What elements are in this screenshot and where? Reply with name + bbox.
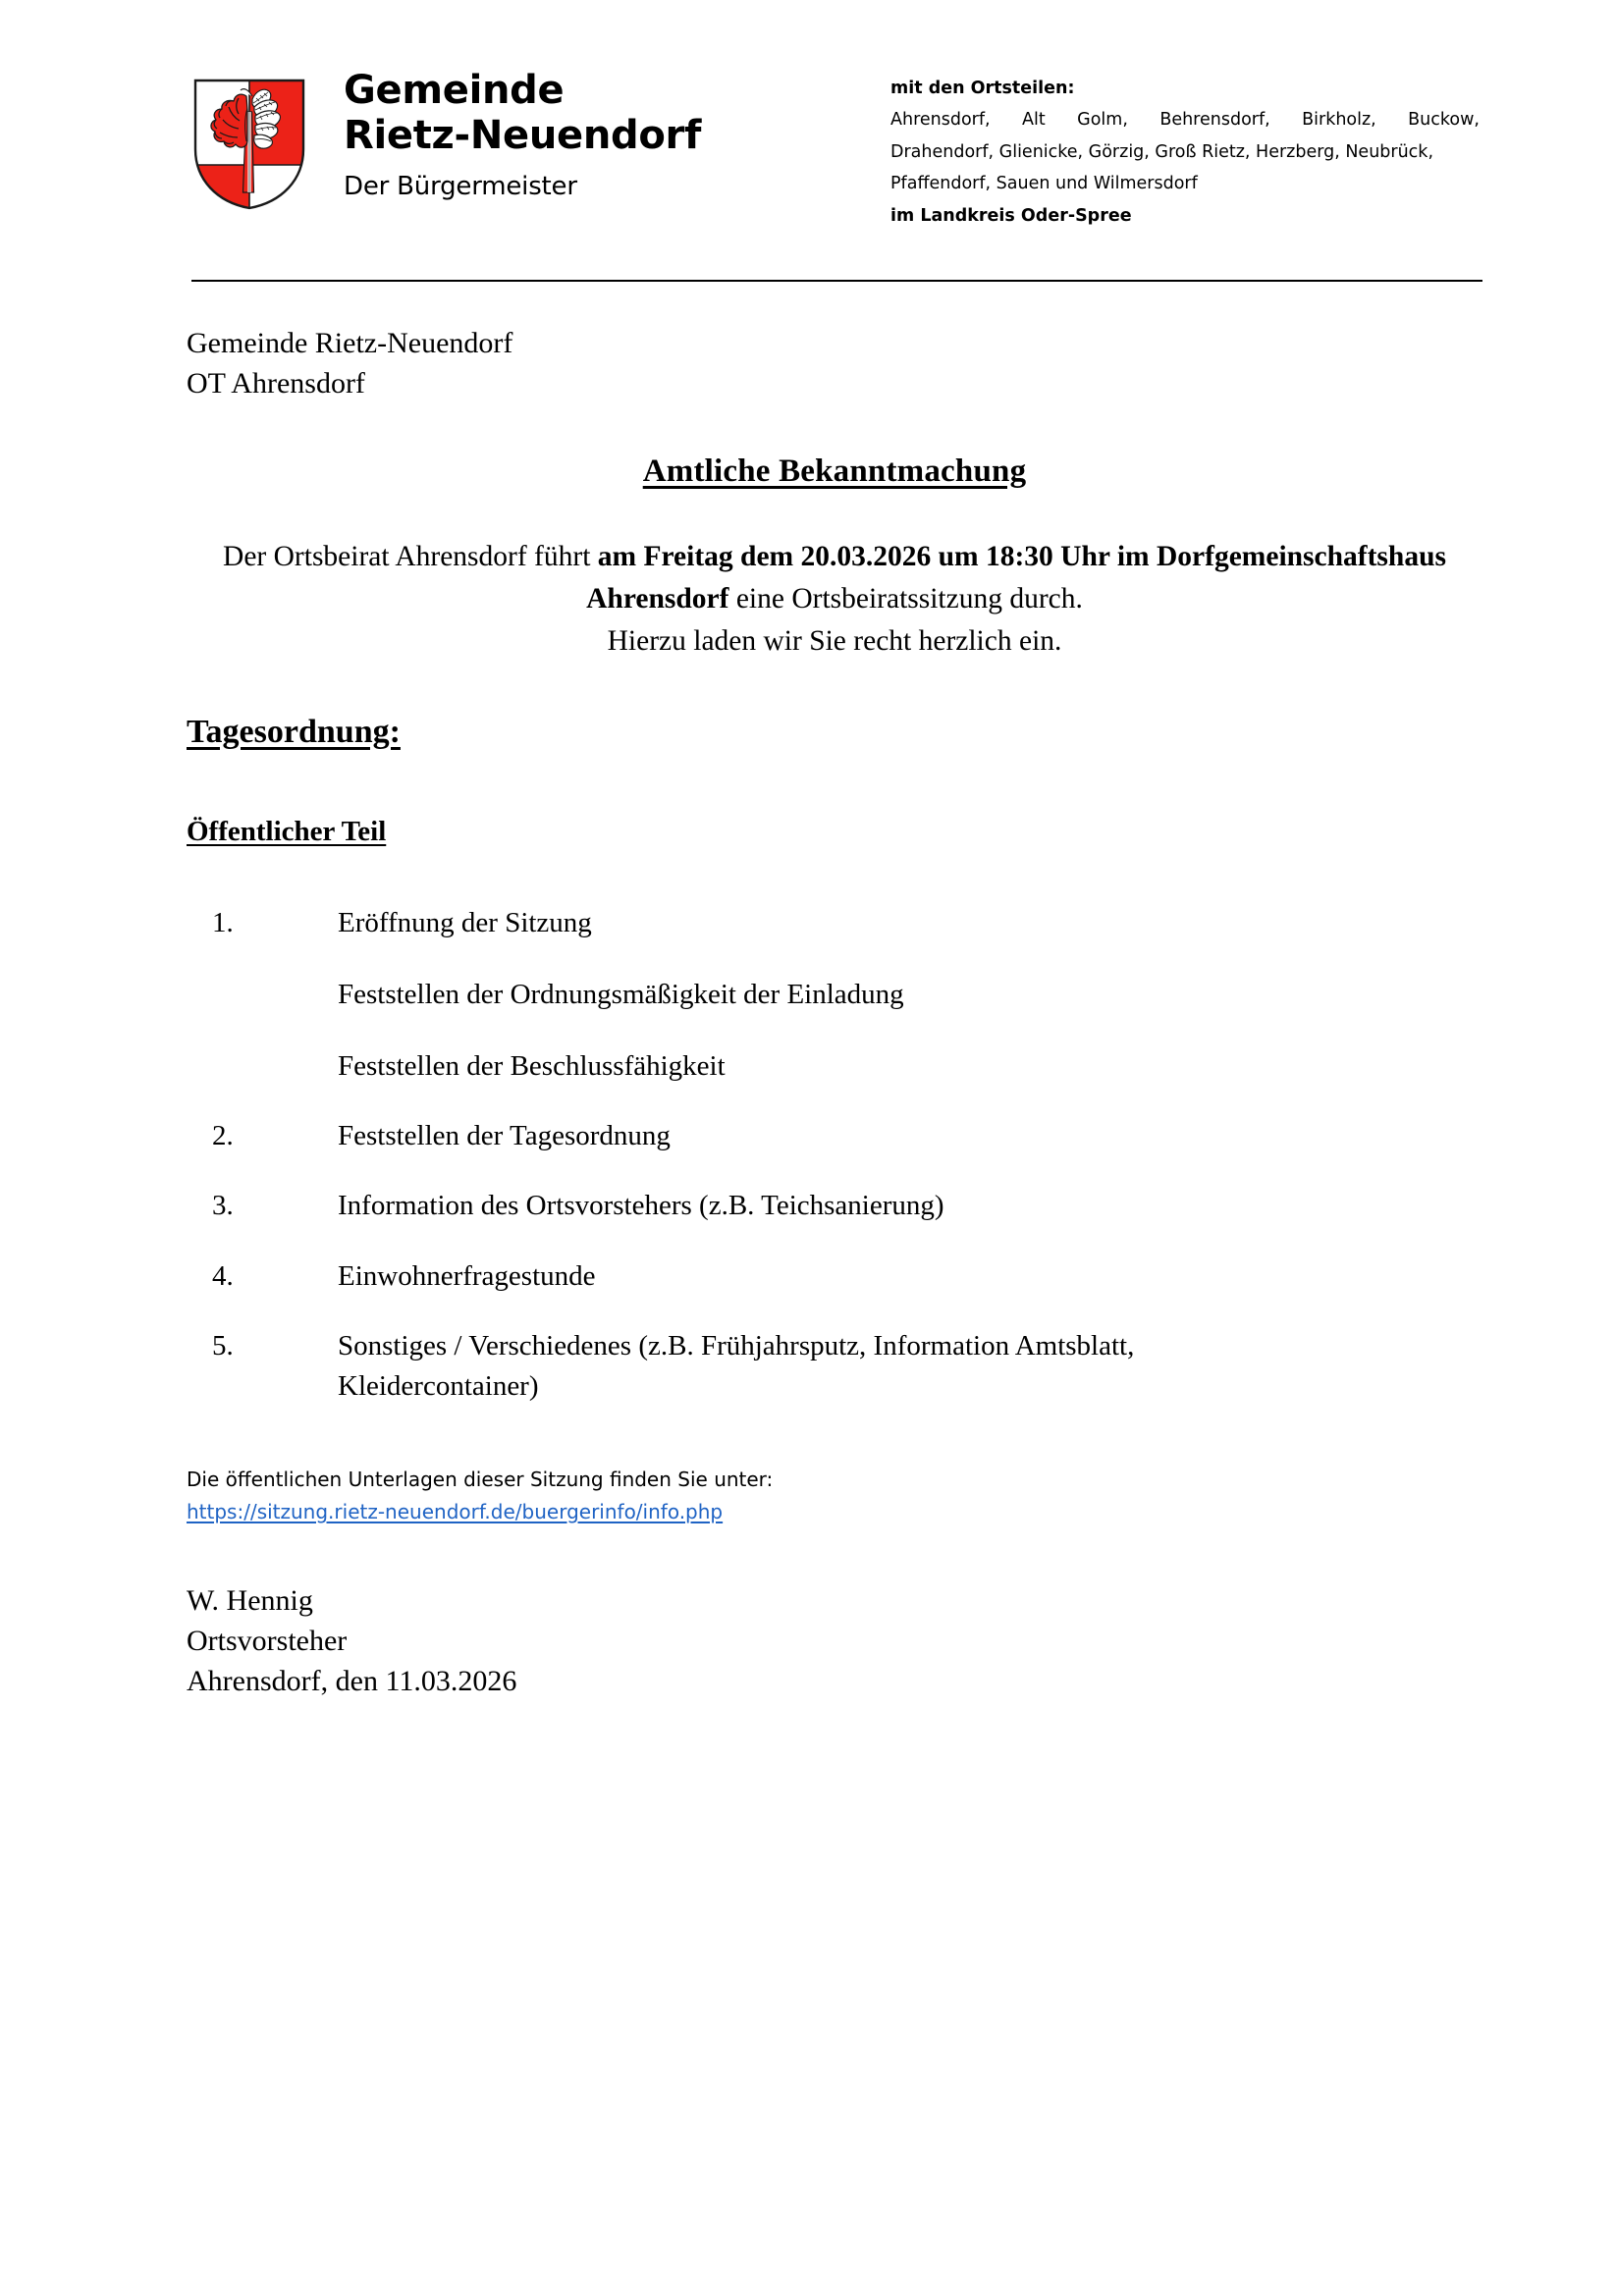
agenda-item-number: 2. — [212, 1120, 234, 1152]
intro-text-2: eine Ortsbeiratssitzung durch. — [728, 582, 1083, 614]
signature-place-date: Ahrensdorf, den 11.03.2026 — [187, 1665, 517, 1698]
agenda-item-line: Einwohnerfragestunde — [338, 1259, 596, 1292]
header-divider — [191, 280, 1482, 282]
org-name-line2: Rietz-Neuendorf — [344, 112, 702, 158]
agenda-item-number: 5. — [212, 1329, 234, 1362]
intro-text-1: Der Ortsbeirat Ahrensdorf führt — [223, 540, 598, 572]
agenda-item-line: Information des Ortsvorstehers (z.B. Teichsanierung) — [338, 1190, 944, 1222]
public-part-heading: Öffentlicher Teil — [187, 815, 387, 847]
agenda-item-number: 4. — [212, 1259, 234, 1292]
agenda-item-text — [338, 1256, 1212, 1297]
districts-footer: im Landkreis Oder-Spree — [890, 205, 1132, 226]
documents-note-text: Die öffentlichen Unterlagen dieser Sitzung finden Sie unter: — [187, 1468, 774, 1492]
document-body — [187, 324, 1482, 1701]
address-line-1: Gemeinde Rietz-Neuendorf — [187, 327, 513, 359]
agenda-item-line: Feststellen der Ordnungsmäßigkeit der Einladung — [338, 978, 904, 1010]
agenda-item-text — [338, 1326, 1212, 1407]
address-line-2: OT Ahrensdorf — [187, 366, 365, 400]
agenda-item-number: 3. — [212, 1190, 234, 1222]
agenda-item-text — [338, 1116, 1212, 1156]
agenda-item — [212, 1326, 1482, 1407]
agenda-item-text — [338, 903, 1212, 1088]
signer-role: Ortsvorsteher — [187, 1625, 348, 1658]
intro-bold-venue: Dorfgemeinschaftshaus Ahrensdorf — [586, 540, 1446, 614]
agenda-item-line: Feststellen der Tagesordnung — [338, 1120, 671, 1152]
agenda-item — [212, 903, 1482, 1088]
agenda-list — [187, 903, 1482, 1407]
intro-bold-datetime: am Freitag dem 20.03.2026 um 18:30 Uhr im — [597, 540, 1150, 572]
intro-paragraph — [187, 536, 1482, 663]
sender-address — [187, 324, 1482, 404]
intro-invitation-line: Hierzu laden wir Sie recht herzlich ein. — [607, 624, 1062, 657]
coat-of-arms-icon — [191, 77, 307, 212]
signer-name: W. Hennig — [187, 1583, 313, 1617]
districts-line-2: Drahendorf, Glienicke, Görzig, Groß Rietz, Herzberg, Neubrück, — [890, 141, 1434, 162]
agenda-item — [212, 1116, 1482, 1156]
documents-note — [187, 1464, 1482, 1527]
districts-heading: mit den Ortsteilen: — [890, 79, 1075, 98]
agenda-item-line: Sonstiges / Verschiedenes (z.B. Frühjahrsputz, Information Amtsblatt, Kleidercontainer) — [338, 1329, 1135, 1402]
organization-block — [344, 69, 766, 201]
districts-line-3: Pfaffendorf, Sauen und Wilmersdorf — [890, 174, 1198, 194]
agenda-item-text — [338, 1186, 1212, 1226]
documents-link[interactable]: https://sitzung.rietz-neuendorf.de/buergerinfo/info.php — [187, 1499, 724, 1523]
agenda-item — [212, 1256, 1482, 1297]
districts-block — [890, 73, 1480, 232]
signature-block — [187, 1580, 1482, 1701]
districts-line-1: Ahrensdorf, Alt Golm, Behrensdorf, Birkholz, Buckow, — [890, 110, 1480, 131]
page-title: Amtliche Bekanntmachung — [642, 453, 1027, 489]
letterhead — [191, 69, 1482, 265]
agenda-item — [212, 1186, 1482, 1226]
org-role: Der Bürgermeister — [344, 172, 577, 202]
agenda-item-line: Eröffnung der Sitzung — [338, 906, 592, 938]
org-name-line1: Gemeinde — [344, 68, 565, 113]
agenda-heading: Tagesordnung: — [187, 713, 401, 750]
agenda-item-number: 1. — [212, 906, 234, 938]
agenda-item-line: Feststellen der Beschlussfähigkeit — [338, 1050, 726, 1083]
